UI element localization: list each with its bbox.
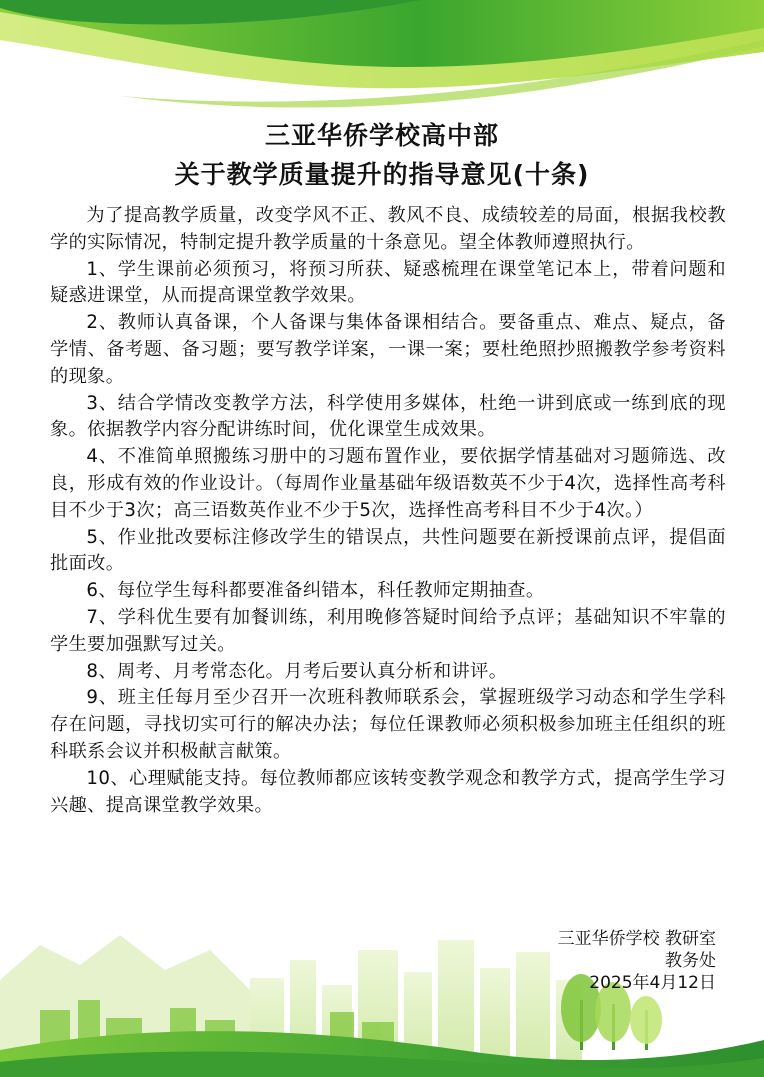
item-paragraph-10: 10、心理赋能支持。每位教师都应该转变教学观念和教学方式，提高学生学习兴趣、提高课堂教学效果。 [50, 767, 726, 816]
issuer-line-2: 教务处 [665, 951, 716, 971]
item-paragraph-6: 6、每位学生每科都要准备纠错本，科任教师定期抽查。 [86, 580, 545, 602]
document-body [50, 203, 726, 819]
signature-block [558, 928, 716, 994]
issuer-line-1: 三亚华侨学校 教研室 [557, 929, 716, 949]
item-paragraph-1: 1、学生课前必须预习，将预习所获、疑惑梳理在课堂笔记本上，带着问题和疑惑进课堂，从而提高课堂教学效果。 [50, 258, 726, 307]
issue-date: 2025年4月12日 [589, 973, 716, 993]
item-paragraph-9: 9、班主任每月至少召开一次班科教师联系会，掌握班级学习动态和学生学科存在问题，寻找切实可行的解决办法；每位任课教师必须积极参加班主任组织的班科联系会议并积极献言献策。 [50, 687, 726, 762]
item-paragraph-8: 8、周考、月考常态化。月考后要认真分析和讲评。 [86, 660, 508, 682]
item-paragraph-3: 3、结合学情改变教学方法，科学使用多媒体，杜绝一讲到底或一练到底的现象。依据教学内容分配讲练时间，优化课堂生成效果。 [50, 392, 726, 441]
document-subtitle: 关于教学质量提升的指导意见(十条) [174, 160, 590, 189]
intro-paragraph: 为了提高教学质量，改变学风不正、教风不良、成绩较差的局面，根据我校教学的实际情况，特制定提升教学质量的十条意见。望全体教师遵照执行。 [50, 205, 726, 253]
item-paragraph-5: 5、作业批改要标注修改学生的错误点，共性问题要在新授课前点评，提倡面批面改。 [50, 526, 726, 575]
document-title: 三亚华侨学校高中部 [264, 121, 499, 150]
item-paragraph-7: 7、学科优生要有加餐训练，利用晚修答疑时间给予点评；基础知识不牢靠的学生要加强默写过关。 [50, 606, 726, 655]
item-paragraph-4: 4、不准简单照搬练习册中的习题布置作业，要依据学情基础对习题筛选、改良，形成有效的作业设计。（每周作业量基础年级语数英不少于4次，选择性高考科目不少于3次；高三语数英作业不少于5次，选择性高考科目不少于4次。） [50, 446, 726, 521]
item-paragraph-2: 2、教师认真备课，个人备课与集体备课相结合。要备重点、难点、疑点，备学情、备考题、备习题；要写教学详案，一课一案；要杜绝照抄照搬教学参考资料的现象。 [50, 312, 726, 387]
